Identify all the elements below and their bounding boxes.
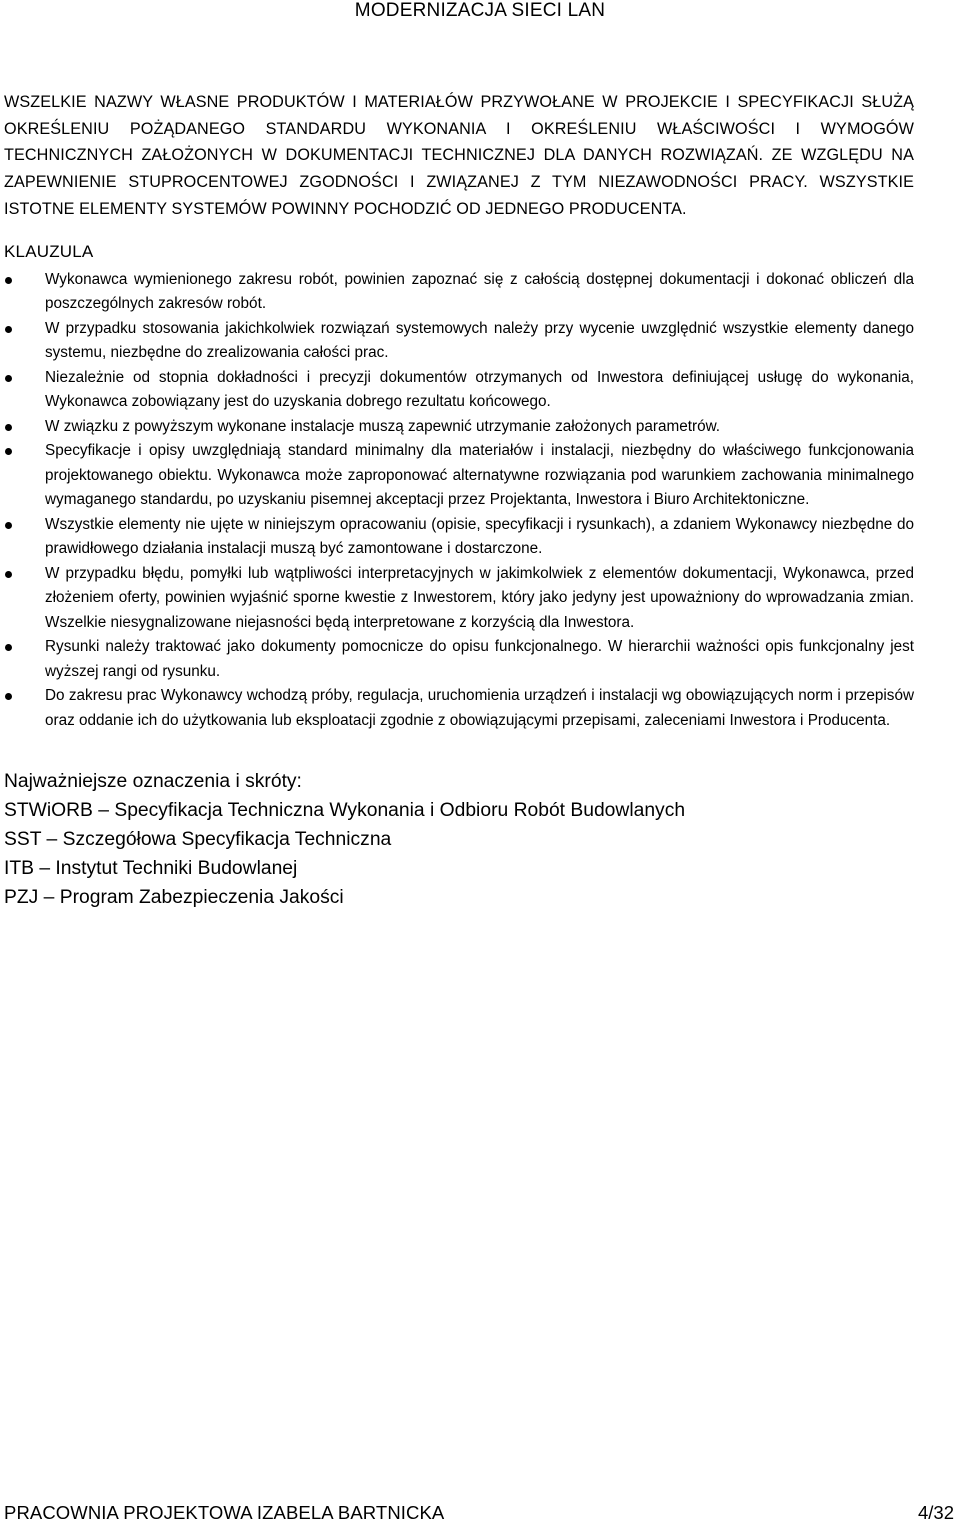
bullet-icon: [5, 571, 12, 578]
document-header-title: MODERNIZACJA SIECI LAN: [354, 0, 606, 21]
clause-item: [4, 562, 914, 636]
clause-item: [4, 366, 914, 415]
clause-item-text: Do zakresu prac Wykonawcy wchodzą próby, regulacja, uruchomienia urządzeń i instalacji wg obowiązujących norm i przepisów oraz oddanie ich do użytkowania lub eksploatacji zgodnie z obowiązującymi przepisami, zaleceniami Inwestora i Producenta.: [45, 687, 914, 729]
abbreviation-item: ITB – Instytut Techniki Budowlanej: [4, 858, 298, 880]
intro-paragraph: WSZELKIE NAZWY WŁASNE PRODUKTÓW I MATERIAŁÓW PRZYWOŁANE W PROJEKCIE I SPECYFIKACJI SŁUŻĄ OKREŚLENIU POŻĄDANEGO STANDARDU WYKONANIA I OKREŚLENIU WŁAŚCIWOŚCI I WYMOGÓW TECHNICZNYCH ZAŁOŻONYCH W DOKUMENTACJI TECHNICZNEJ DLA DANYCH ROZWIĄZAŃ. ZE WZGLĘDU NA ZAPEWNIENIE STUPROCENTOWEJ ZGODNOŚCI I ZWIĄZANEJ Z TYM NIEZAWODNOŚCI PRACY. WSZYSTKIE ISTOTNE ELEMENTY SYSTEMÓW POWINNY POCHODZIĆ OD JEDNEGO PRODUCENTA.: [4, 93, 914, 218]
bullet-icon: [5, 375, 12, 382]
bullet-icon: [5, 448, 12, 455]
footer-page-number: 4/32: [917, 1502, 954, 1523]
bullet-icon: [5, 326, 12, 333]
clause-item-text: W przypadku stosowania jakichkolwiek rozwiązań systemowych należy przy wycenie uwzględnić wszystkie elementy danego systemu, niezbędne do zrealizowania całości prac.: [45, 319, 914, 362]
abbreviations-heading: Najważniejsze oznaczenia i skróty:: [4, 771, 302, 793]
abbreviations-list: [4, 796, 914, 912]
abbreviation-item: PZJ – Program Zabezpieczenia Jakości: [4, 887, 344, 909]
clause-item-text: Rysunki należy traktować jako dokumenty pomocnicze do opisu funkcjonalnego. W hierarchii ważności opis funkcjonalny jest wyższej rangi od rysunku.: [45, 638, 914, 680]
clause-heading: KLAUZULA: [4, 241, 94, 261]
clause-item: [4, 317, 914, 366]
clause-item: [4, 635, 914, 684]
clause-list: [4, 268, 914, 734]
bullet-icon: [5, 277, 12, 284]
clause-item-text: Wykonawca wymienionego zakresu robót, powinien zapoznać się z całością dostępnej dokumentacji i dokonać obliczeń dla poszczególnych zakresów robót.: [45, 270, 914, 313]
bullet-icon: [5, 693, 12, 700]
bullet-icon: [5, 522, 12, 529]
clause-item-text: Niezależnie od stopnia dokładności i precyzji dokumentów otrzymanych od Inwestora definiującej usługę do wykonania, Wykonawca zobowiązany jest do uzyskania dobrego rezultatu końcowego.: [45, 368, 914, 411]
clause-item-text: W przypadku błędu, pomyłki lub wątpliwości interpretacyjnych w jakimkolwiek z elementów dokumentacji, Wykonawca, przed złożeniem oferty, powinien wyjaśnić sporne kwestie z Inwestorem, który jako jedyny jest upoważniony do wprowadzania zmian. Wszelkie niesygnalizowane niejasności będą interpretowane z korzyścią dla Inwestora.: [45, 564, 914, 631]
abbreviations-section: [4, 767, 914, 912]
abbreviation-item: SST – Szczegółowa Specyfikacja Techniczna: [4, 829, 392, 851]
bullet-icon: [5, 644, 12, 651]
clause-item: [4, 415, 914, 440]
clause-item: [4, 684, 914, 733]
clause-item-text: Specyfikacje i opisy uwzględniają standard minimalny dla materiałów i instalacji, niezbędny do właściwego funkcjonowania projektowanego obiektu. Wykonawca może zaproponować alternatywne rozwiązania pod warunkiem zachowania minimalnego wymaganego standardu, po uzyskaniu pisemnej akceptacji przez Projektanta, Inwestora i Biuro Architektoniczne.: [45, 442, 914, 509]
bullet-icon: [5, 424, 12, 431]
document-body: [4, 89, 914, 912]
abbreviation-item: STWiORB – Specyfikacja Techniczna Wykonania i Odbioru Robót Budowlanych: [4, 800, 686, 822]
clause-item-text: W związku z powyższym wykonane instalacje muszą zapewnić utrzymanie założonych parametrów.: [45, 417, 721, 435]
clause-item: [4, 513, 914, 562]
clause-item-text: Wszystkie elementy nie ujęte w niniejszym opracowaniu (opisie, specyfikacji i rysunkach), a zdaniem Wykonawcy niezbędne do prawidłowego działania instalacji muszą być zamontowane i dostarczone.: [45, 515, 914, 558]
clause-item: [4, 439, 914, 513]
clause-item: [4, 268, 914, 317]
footer-company-name: PRACOWNIA PROJEKTOWA IZABELA BARTNICKA: [4, 1502, 445, 1523]
